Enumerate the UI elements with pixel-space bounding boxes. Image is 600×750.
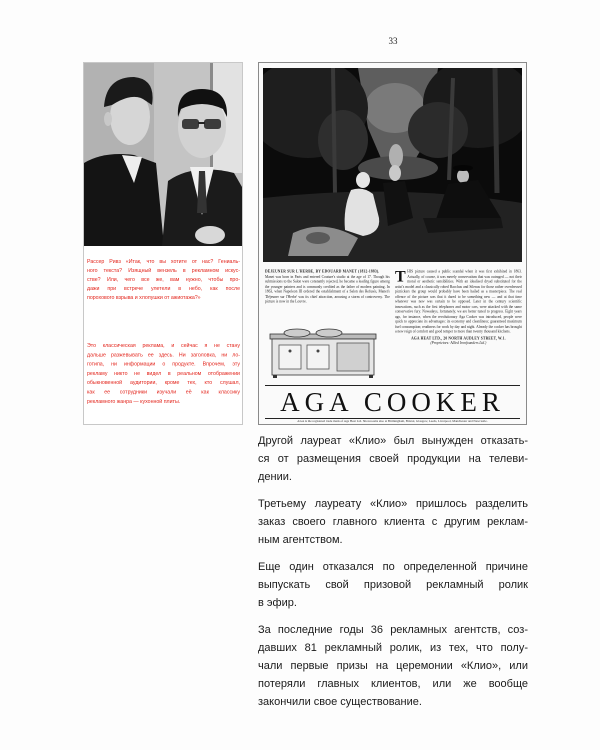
photo-two-men-icon xyxy=(84,63,242,246)
ad-right-column xyxy=(395,269,522,346)
body-text-line: в эфир. xyxy=(258,597,297,609)
sidebar-caption-line: Это классическая реклама, и сейчас я не стану xyxy=(87,342,240,349)
body-text-line: Еще один отказался по определенной причине xyxy=(258,561,528,573)
body-paragraph xyxy=(258,495,528,549)
sidebar-caption-line: как ее сотрудники изучали её как классику xyxy=(87,388,240,395)
body-text-line: дении. xyxy=(258,471,292,483)
body-paragraph xyxy=(258,432,528,486)
body-text-line: потеряли главных клиентов, или же вообще xyxy=(258,678,528,690)
sidebar-caption-line: дальше разжевывать ее здесь. Ни заголовка, ни ло- xyxy=(87,351,240,358)
sidebar-quote-line: стве? Или, чего все же, вам нужно, чтобы про- xyxy=(87,276,240,283)
ad-brand-title: AGA COOKER xyxy=(280,387,505,417)
ad-proprietors: (Proprietors: Allied Ironfounders Ltd.) xyxy=(430,341,487,345)
sidebar-caption xyxy=(87,341,240,406)
body-text-line: ным агентством. xyxy=(258,534,343,546)
ad-left-text: Manet was born in Paris and entered Couture's studio at the age of 17. Though his submissions to the Salon were constantly rejected, he became a leading figure among the younger painters and is commonly credited as the father of modern painting. In 1863, when Napoleon III ordered the establishment of a Salon des Refusés, Manet's 'Déjeuner sur l'Herbe' was its chief attraction, arousing a storm of controversy. The picture is now in the Louvre. xyxy=(265,274,390,304)
body-text-line: ся от размещения своей продукции на телеви- xyxy=(258,453,528,465)
sidebar-caption-line: обыкновенной аудитории, кроме тех, кто слушал, xyxy=(87,379,240,386)
sidebar-caption-line: рекламного жанра — кухонной плиты. xyxy=(87,398,181,405)
page-number: 33 xyxy=(388,36,398,46)
ad-right-text: HIS picture caused a public scandal when it was first exhibited in 1863. Actually, of course, it was merely conservatism that was outraged — not their moral or aesthetic sensibilities. With an idealised dryad substituted for the artist's model and a classically robed Bacchus and Silenus for those rather overdressed picnickers the group would probably have been hailed as a masterpiece. The real offence of the picture was that it dared to be something new — and at that time whatever was new was certain to be opposed. Later in the century scientific innovations, such as the first telephones and motor cars, were attacked with the same conservative fury. Nowadays, fortunately, we are better tuned to progress. Eight years ago, for instance, when the revolutionary Aga Cooker was introduced, people were quick to appreciate its advantages: its economy and cleanliness; guaranteed maximum fuel consumption; readiness for work by day and night. Already the cooker has brought a new reign of comfort and good temper to more than twenty thousand kitchens. xyxy=(395,269,522,334)
body-text xyxy=(258,432,528,720)
sidebar-caption-line: рекламу никто не видел в реальном отображении xyxy=(87,370,240,377)
ad-address: AGA HEAT LTD., 20 NORTH AUDLEY STREET, W.1. xyxy=(411,336,506,340)
sidebar-box xyxy=(83,62,243,425)
body-text-line: За последние годы 36 рекламных агентств, соз- xyxy=(258,624,528,636)
ad-dropcap: T xyxy=(395,267,406,285)
sidebar-quote xyxy=(87,257,240,302)
sidebar-caption-line: готипа, ни информации о продукте. Впрочем, эту xyxy=(87,361,240,368)
body-text-line: чали первые призы на церемонии «Клио», или xyxy=(258,660,528,672)
painting-dejeuner-sur-lherbe-icon xyxy=(263,68,522,262)
body-text-line: Другой лауреат «Клио» был вынужден отказать- xyxy=(258,435,528,447)
ad-footer: AGA is the registered trade mark of Aga Heat Ltd. Showrooms also at Birmingham, Bristol, Glasgow, Leeds, Liverpool, Manchester and Newcastle. xyxy=(297,419,488,423)
body-text-line: давших 81 рекламный ролик, из тех, что полу- xyxy=(258,642,528,654)
body-text-line: Третьему лауреату «Клио» пришлось разделить xyxy=(258,498,528,510)
sidebar-quote-line: ного текста? Изящный вензель в рекламном искус- xyxy=(87,267,240,274)
body-text-line: закончили свое существование. xyxy=(258,696,422,708)
sidebar-quote-line: дажи при встрече улетели в небо, как после xyxy=(87,285,240,292)
ad-divider xyxy=(265,385,520,386)
ad-left-column xyxy=(265,269,390,304)
body-paragraph xyxy=(258,558,528,612)
ad-left-heading: DÉJEUNER SUR L'HERBE, BY EDOUARD MANET (1832-1883). xyxy=(265,269,380,274)
body-text-line: выпускать свой призовой рекламный ролик xyxy=(258,579,528,591)
body-paragraph xyxy=(258,621,528,711)
sidebar-quote-line: порохового взрыва и хлопушки от ажиотажа?» xyxy=(87,294,201,301)
body-text-line: заказ своего главного клиента с другим реклам- xyxy=(258,516,528,528)
aga-cooker-illustration-icon xyxy=(267,325,379,379)
sidebar-quote-line: Рассер Ривз «Итак, что вы хотите от нас? Гениаль- xyxy=(87,258,240,265)
aga-cooker-advertisement xyxy=(258,62,527,425)
